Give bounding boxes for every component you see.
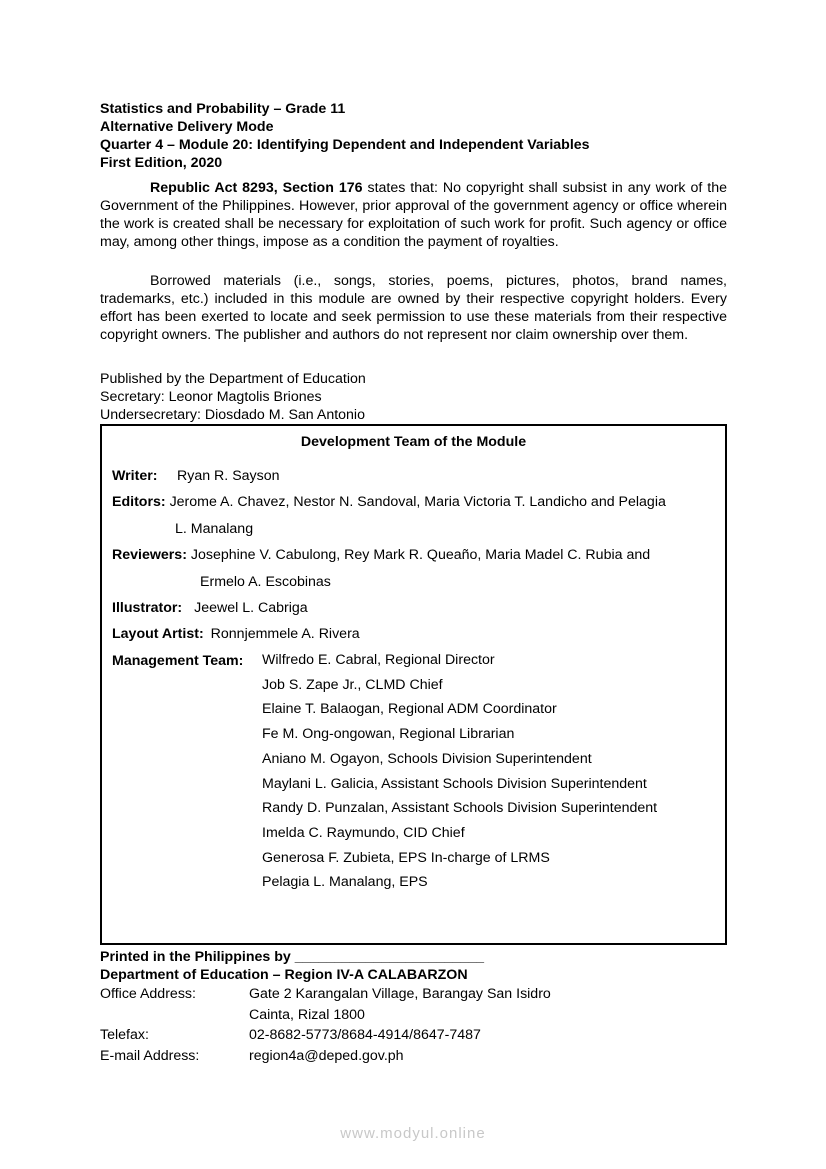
copyright-text-2: Borrowed materials (i.e., songs, stories, poems, pictures, photos, brand names, trademarks, etc.) included in this module are owned by their respective copyright holders. Every effort has been exerted to locate and seek permission to use these materials from their respective copyright owners. The publisher and authors do not represent nor claim ownership over them. [100, 273, 727, 343]
layout-artist-name: Ronnjemmele A. Rivera [210, 626, 360, 642]
management-member: Maylani L. Galicia, Assistant Schools Division Superintendent [262, 775, 647, 792]
management-member: Randy D. Punzalan, Assistant Schools Division Superintendent [262, 800, 658, 817]
management-member: Pelagia L. Manalang, EPS [262, 874, 428, 891]
telefax-label: Telefax: [100, 1027, 149, 1043]
header-module: Quarter 4 – Module 20: Identifying Dependent and Independent Variables [100, 137, 590, 153]
editors-continuation: L. Manalang [175, 521, 254, 537]
illustrator-label: Illustrator: [112, 600, 183, 616]
office-address-label: Office Address: [100, 986, 196, 1002]
management-member: Elaine T. Balaogan, Regional ADM Coordinator [262, 701, 557, 718]
watermark: www.modyul.online [340, 1125, 486, 1142]
management-member: Aniano M. Ogayon, Schools Division Superintendent [262, 750, 592, 767]
republic-act-citation: Republic Act 8293, Section 176 [150, 180, 363, 196]
email-value: region4a@deped.gov.ph [249, 1047, 404, 1064]
illustrator-row [112, 599, 308, 617]
header-mode: Alternative Delivery Mode [100, 119, 274, 135]
team-title: Development Team of the Module [300, 434, 527, 450]
telefax-value: 02-8682-5773/8684-4914/8647-7487 [249, 1027, 481, 1043]
management-member: Wilfredo E. Cabral, Regional Director [262, 652, 495, 668]
office-address-row [100, 984, 730, 1005]
email-row [100, 1046, 730, 1067]
management-member: Job S. Zape Jr., CLMD Chief [262, 676, 443, 693]
publisher-line: Published by the Department of Education [100, 371, 366, 387]
undersecretary-line: Undersecretary: Diosdado M. San Antonio [100, 407, 365, 423]
office-address-row-2 [100, 1005, 730, 1026]
layout-artist-label: Layout Artist: [112, 626, 204, 642]
editors-label: Editors: [112, 494, 166, 510]
management-team-list [262, 648, 657, 895]
telefax-row [100, 1025, 730, 1046]
copyright-text-1: states that: No copyright shall subsist in any work of the Government of the Philippines. However, prior approval of the government agency or office wherein the work is created shall be necessary for exploitation of such work for profit. Such agency or office may, among other things, impose as a condition the payment of royalties. [100, 180, 728, 250]
management-team-row [112, 652, 243, 670]
header-edition: First Edition, 2020 [100, 155, 223, 171]
reviewers-continuation: Ermelo A. Escobinas [200, 574, 331, 590]
writer-name: Ryan R. Sayson [177, 468, 280, 484]
writer-label: Writer: [112, 468, 158, 484]
management-member: Imelda C. Raymundo, CID Chief [262, 824, 465, 841]
header-subject: Statistics and Probability – Grade 11 [100, 101, 346, 117]
publisher-footer [100, 948, 730, 1066]
reviewers-row [112, 546, 650, 564]
secretary-line: Secretary: Leonor Magtolis Briones [100, 389, 322, 405]
management-member: Fe M. Ong-ongowan, Regional Librarian [262, 726, 515, 743]
management-team-label: Management Team: [112, 653, 244, 669]
reviewers-label: Reviewers: [112, 547, 187, 563]
reviewers-names: Josephine V. Cabulong, Rey Mark R. Queaño, Maria Madel C. Rubia and [190, 547, 651, 563]
document-header [100, 100, 730, 172]
development-team-box [100, 424, 727, 945]
editors-row [112, 493, 666, 511]
editors-names: Jerome A. Chavez, Nestor N. Sandoval, Maria Victoria T. Landicho and Pelagia [169, 494, 666, 510]
layout-artist-row [112, 625, 360, 643]
office-address-line-1: Gate 2 Karangalan Village, Barangay San Isidro [249, 986, 551, 1002]
copyright-paragraph-1 [100, 179, 727, 251]
email-label: E-mail Address: [100, 1047, 200, 1064]
publisher-info [100, 370, 366, 424]
copyright-paragraph-2 [100, 272, 727, 344]
office-address-line-2: Cainta, Rizal 1800 [249, 1006, 365, 1023]
writer-row [112, 467, 280, 485]
deped-region-line: Department of Education – Region IV-A CALABARZON [100, 967, 468, 983]
printed-by-line: Printed in the Philippines by ________________________ [100, 949, 485, 965]
illustrator-name: Jeewel L. Cabriga [194, 600, 308, 616]
management-member: Generosa F. Zubieta, EPS In-charge of LRMS [262, 849, 550, 866]
